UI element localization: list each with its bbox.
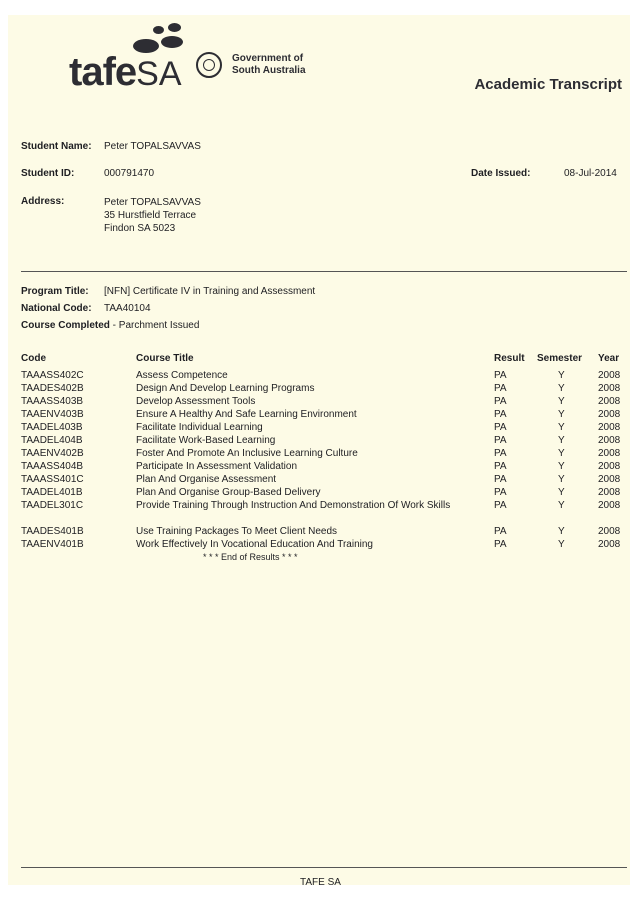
national-code-label: National Code:: [21, 303, 92, 314]
student-name-label: Student Name:: [21, 141, 92, 152]
logo-tafe-text: tafe: [69, 50, 137, 94]
student-name-value: Peter TOPALSAVVAS: [104, 141, 201, 152]
footer-divider: [21, 867, 627, 868]
column-header-year: Year: [598, 353, 620, 364]
document-title: Academic Transcript: [474, 76, 622, 93]
government-seal-icon: [196, 52, 222, 78]
address-label: Address:: [21, 196, 65, 207]
address-line: Peter TOPALSAVVAS: [104, 197, 201, 208]
address-line: 35 Hurstfield Terrace: [104, 210, 197, 221]
date-issued-label: Date Issued:: [471, 168, 531, 179]
government-name: Government of South Australia: [232, 53, 306, 76]
address-line: Findon SA 5023: [104, 223, 176, 234]
transcript-page: tafeSA Government of South Australia Academic Transcript Student Name: Peter TOPALSAVVAS Student ID: 000791470 Date Issued: 08-Jul-2014 Address: Peter TOPALSAVVAS 35 Hurstfield Terrace Findon SA 5023 Program Title: [NFN] Certificate IV in Training and Assessment National Code: TAA40104 Course Completed - Parchment Issued Code Course Title Result Semester Year TAAASS402C Assess Competence PA Y 2008 TAADES402B Design And Develop Learning Programs PA Y 2008 TAAASS403B Develop Assessment Tools PA Y 2008 TAAENV403B Ensure A Healthy And Safe Learning Environment PA Y 2008 TAADEL403B Facilitate Individual Learning PA Y 2008 TAADEL404B Facilitate Work-Based Learning PA Y 2008 TAAENV402B Foster And Promote An Inclusive Learning Culture PA Y 2008 TAAASS404B Participate In Assessment Validation PA Y 2008 TAAASS401C Plan And Organise Assessment PA Y 2008 TAADEL401B Plan And Organise Group-Based Delivery PA Y 2008 TAADEL301C Provide Training Through Instruction And Demonstration Of Work Skills PA Y 2008 TAADES401B Use Training Packages To Meet Client Needs PA Y 2008 TAAENV401B Work Effectively In Vocational Education And Training PA Y 2008 * * * End of Results * * * TAFE SA: [8, 15, 630, 885]
student-id-label: Student ID:: [21, 168, 75, 179]
program-title-label: Program Title:: [21, 286, 89, 297]
end-of-results: * * * End of Results * * *: [203, 552, 298, 562]
column-header-title: Course Title: [136, 353, 194, 364]
column-header-code: Code: [21, 353, 46, 364]
national-code-value: TAA40104: [104, 303, 151, 314]
column-header-semester: Semester: [537, 353, 583, 364]
logo-sa-text: SA: [136, 55, 182, 93]
footer-text: TAFE SA: [300, 877, 341, 888]
tafesa-logo: [69, 52, 182, 94]
address-block: [104, 196, 201, 235]
date-issued-value: 08-Jul-2014: [564, 168, 617, 179]
program-title-value: [NFN] Certificate IV in Training and Assessment: [104, 286, 316, 297]
column-header-result: Result: [494, 353, 525, 364]
section-divider: [21, 271, 627, 272]
student-id-value: 000791470: [104, 168, 155, 179]
course-completed: Course Completed - Parchment Issued: [21, 320, 200, 331]
